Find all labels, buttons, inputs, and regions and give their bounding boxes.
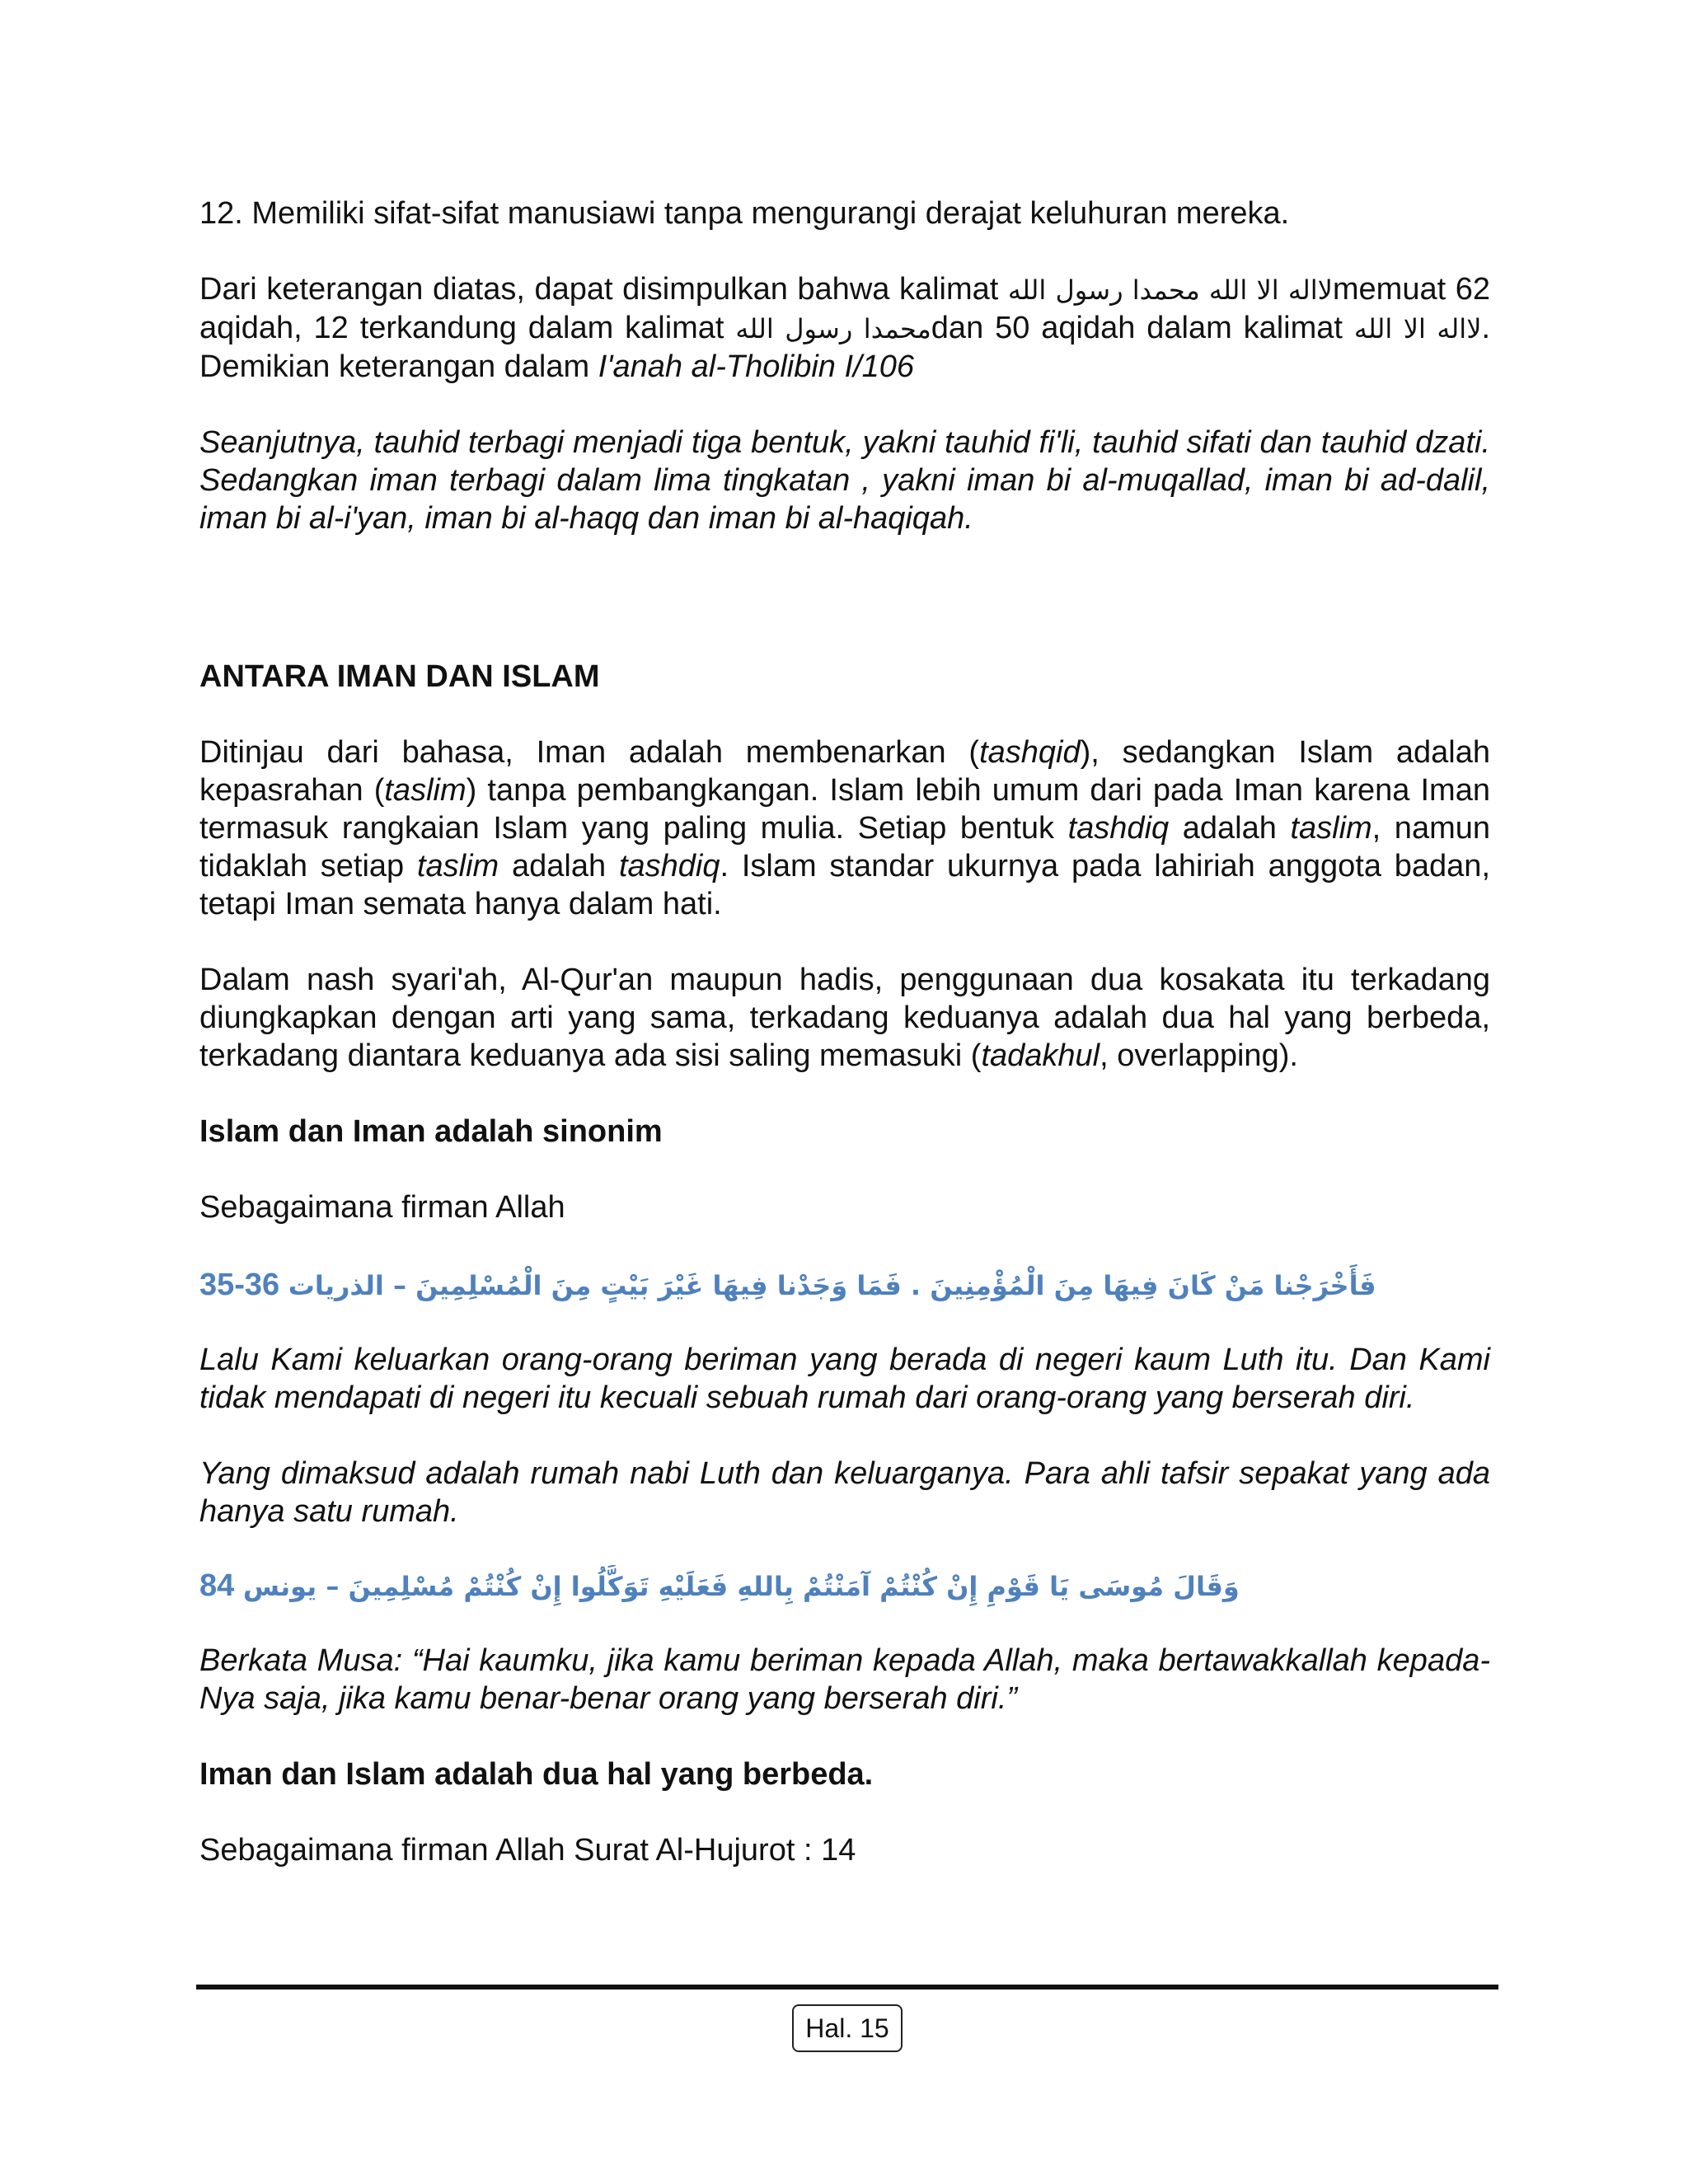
text-span: ) tanpa pembangkangan. Islam lebih umum dari pada Iman karena Iman termasuk rangkaian Islam yang paling mulia. Setiap bentuk — [199, 773, 1490, 846]
text-span: . Islam standar ukurnya pada lahiriah anggota badan, tetapi Iman semata hanya dalam hati. — [199, 849, 1490, 921]
term-tashdiq: tashdiq — [1067, 811, 1170, 846]
arabic-muhammad-rasulullah: محمدا رسول الله — [735, 313, 931, 344]
quran-verse-yunus — [199, 1565, 1490, 1607]
conclusion-text-4: . Demikian keterangan dalam — [199, 311, 1491, 384]
footer-rule — [196, 1985, 1498, 1990]
verse-arabic-text: وَقَالَ مُوسَى يَا قَوْمِ إِنْ كُنْتُمْ آمَنْتُمْ بِاللهِ فَعَلَيْهِ تَوَكَّلُوا إِنْ كُنْتُمْ مُسْلِمِينَ – يونس — [242, 1571, 1240, 1602]
paragraph-nash — [199, 961, 1490, 1075]
conclusion-text-1: Dari keterangan diatas, dapat disimpulkan bahwa kalimat — [199, 272, 999, 307]
term-tashqid: tashqid — [979, 735, 1081, 770]
text-span: Ditinjau dari bahasa, Iman adalah membenarkan ( — [199, 735, 980, 770]
verse-number: 84 — [199, 1568, 235, 1603]
tauhid-paragraph: Seanjutnya, tauhid terbagi menjadi tiga bentuk, yakni tauhid fi'li, tauhid sifati dan tauhid dzati. Sedangkan iman terbagi dalam lima tingkatan , yakni iman bi al-muqallad, iman bi ad-dalil, iman bi al-i'yan, iman bi al-haqq dan iman bi al-haqiqah. — [199, 425, 1490, 536]
term-taslim: taslim — [384, 773, 467, 808]
term-tashdiq: tashdiq — [618, 849, 720, 883]
page-number: Hal. 15 — [792, 2004, 903, 2052]
firman-intro-1: Sebagaimana firman Allah — [199, 1190, 565, 1225]
firman-intro-2: Sebagaimana firman Allah Surat Al-Hujurot : 14 — [199, 1833, 856, 1868]
reference-ianah: I'anah al-Tholibin I/106 — [598, 349, 915, 384]
explanation-note: Yang dimaksud adalah rumah nabi Luth dan keluarganya. Para ahli tafsir sepakat yang ada hanya satu rumah. — [199, 1456, 1490, 1529]
term-tadakhul: tadakhul — [981, 1038, 1100, 1073]
verse-number: 35-36 — [199, 1268, 280, 1302]
text-span: adalah — [499, 849, 619, 883]
verse-arabic-text: فَأَخْرَجْنا مَنْ كَانَ فِيهَا مِنَ الْمُؤْمِنِينَ . فَمَا وَجَدْنا فِيهَا غَيْرَ بَيْتٍ مِنَ الْمُسْلِمِينَ – الذريات — [288, 1270, 1376, 1301]
text-span: Dalam nash syari'ah, Al-Qur'an maupun hadis, penggunaan dua kosakata itu terkadang diungkapkan dengan arti yang sama, terkadang keduanya adalah dua hal yang berbeda, terkadang diantara keduanya ada sisi saling memasuki ( — [199, 963, 1490, 1073]
subheading-sinonim: Islam dan Iman adalah sinonim — [199, 1114, 663, 1149]
quran-verse-adz-dzariyat — [199, 1264, 1490, 1306]
translation-1: Lalu Kami keluarkan orang-orang beriman yang berada di negeri kaum Luth itu. Dan Kami tidak mendapati di negeri itu kecuali sebuah rumah dari orang-orang yang berserah diri. — [199, 1343, 1490, 1415]
item-12: 12. Memiliki sifat-sifat manusiawi tanpa mengurangi derajat keluhuran mereka. — [199, 196, 1290, 231]
subheading-berbeda: Iman dan Islam adalah dua hal yang berbeda. — [199, 1757, 874, 1792]
paragraph-language — [199, 733, 1490, 923]
text-span: adalah — [1169, 811, 1291, 846]
conclusion-paragraph — [199, 270, 1490, 386]
arabic-la-ilaha-illallah: لااله الا الله — [1353, 313, 1482, 344]
text-span: ), sedangkan Islam adalah kepasrahan ( — [199, 735, 1490, 808]
text-span: , namun tidaklah setiap — [199, 811, 1490, 883]
page-content — [199, 194, 1490, 1869]
arabic-shahada: لااله الا الله محمدا رسول الله — [1007, 274, 1333, 306]
conclusion-text-2: memuat 62 aqidah, 12 terkandung dalam kalimat — [199, 272, 1491, 345]
translation-2: Berkata Musa: “Hai kaumku, jika kamu beriman kepada Allah, maka bertawakkallah kepada-Nya saja, jika kamu benar-benar orang yang berserah diri.” — [199, 1643, 1490, 1716]
term-taslim: taslim — [1290, 811, 1372, 846]
term-taslim: taslim — [416, 849, 499, 883]
conclusion-text-3: dan 50 aqidah dalam kalimat — [931, 311, 1343, 345]
text-span: , overlapping). — [1100, 1038, 1298, 1073]
section-heading: ANTARA IMAN DAN ISLAM — [199, 659, 600, 694]
